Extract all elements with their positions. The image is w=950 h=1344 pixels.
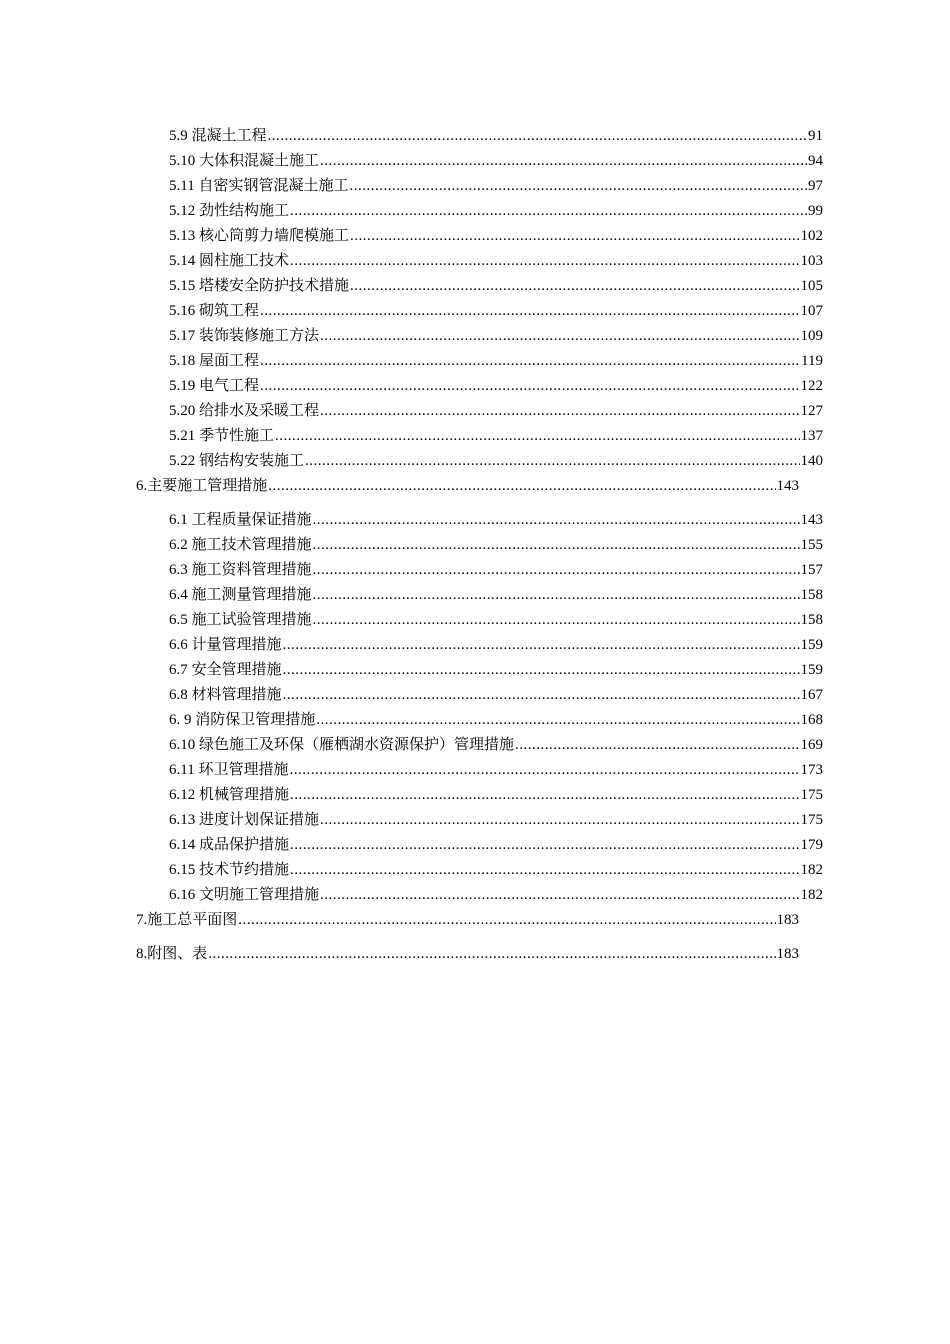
toc-subsection-entry[interactable] bbox=[169, 326, 823, 346]
toc-dot-leader bbox=[283, 660, 800, 680]
toc-subsection-entry[interactable] bbox=[169, 860, 823, 880]
toc-entry-title: 5.9 混凝土工程 bbox=[169, 128, 267, 144]
toc-entry-title: 5.20 给排水及采暖工程 bbox=[169, 403, 320, 419]
toc-subsection-entry[interactable] bbox=[169, 535, 823, 555]
toc-subsection-entry[interactable] bbox=[169, 660, 823, 680]
toc-page-number: 137 bbox=[800, 428, 823, 444]
toc-subsection-entry[interactable] bbox=[169, 685, 823, 705]
toc-page-number: 182 bbox=[800, 862, 823, 878]
toc-subsection-entry[interactable] bbox=[169, 635, 823, 655]
toc-entry-title: 5.10 大体积混凝土施工 bbox=[169, 153, 320, 169]
toc-entry-title: 5.13 核心筒剪力墙爬模施工 bbox=[169, 228, 350, 244]
toc-dot-leader bbox=[268, 476, 775, 496]
toc-page-number: 127 bbox=[800, 403, 823, 419]
toc-entry-title: 5.15 塔楼安全防护技术措施 bbox=[169, 278, 350, 294]
toc-dot-leader bbox=[260, 301, 799, 321]
toc-subsection-entry[interactable] bbox=[169, 835, 823, 855]
toc-page-number: 103 bbox=[800, 253, 823, 269]
toc-section-entry[interactable] bbox=[136, 476, 799, 496]
toc-dot-leader bbox=[515, 735, 799, 755]
toc-dot-leader bbox=[313, 610, 800, 630]
toc-subsection-entry[interactable] bbox=[169, 560, 823, 580]
toc-entry-title: 6.10 绿色施工及环保（雁栖湖水资源保护）管理措施 bbox=[169, 737, 515, 753]
toc-dot-leader bbox=[350, 276, 799, 296]
toc-subsection-entry[interactable] bbox=[169, 810, 823, 830]
toc-dot-leader bbox=[313, 585, 800, 605]
toc-entry-title: 6.2 施工技术管理措施 bbox=[169, 537, 312, 553]
toc-dot-leader bbox=[313, 535, 800, 555]
toc-entry-title: 6. 9 消防保卫管理措施 bbox=[169, 712, 316, 728]
toc-dot-leader bbox=[283, 635, 800, 655]
toc-subsection-entry[interactable] bbox=[169, 760, 823, 780]
toc-subsection-entry[interactable] bbox=[169, 585, 823, 605]
toc-page-number: 143 bbox=[776, 478, 799, 494]
toc-entry-title: 5.14 圆柱施工技术 bbox=[169, 253, 290, 269]
toc-page-number: 168 bbox=[800, 712, 823, 728]
toc-dot-leader bbox=[268, 126, 807, 146]
toc-subsection-entry[interactable] bbox=[169, 251, 823, 271]
toc-dot-leader bbox=[320, 810, 799, 830]
toc-subsection-entry[interactable] bbox=[169, 426, 823, 446]
toc-page-number: 107 bbox=[800, 303, 823, 319]
toc-page-number: 159 bbox=[800, 637, 823, 653]
toc-entry-title: 6.主要施工管理措施 bbox=[136, 478, 268, 494]
toc-entry-title: 5.12 劲性结构施工 bbox=[169, 203, 290, 219]
toc-entry-title: 6.11 环卫管理措施 bbox=[169, 762, 289, 778]
toc-dot-leader bbox=[283, 685, 800, 705]
toc-page-number: 97 bbox=[808, 178, 823, 194]
toc-page-number: 183 bbox=[776, 912, 799, 928]
toc-dot-leader bbox=[289, 760, 799, 780]
toc-entry-title: 6.12 机械管理措施 bbox=[169, 787, 290, 803]
toc-page-number: 105 bbox=[800, 278, 823, 294]
toc-entry-title: 5.19 电气工程 bbox=[169, 378, 260, 394]
toc-dot-leader bbox=[290, 201, 807, 221]
toc-page-number: 158 bbox=[800, 587, 823, 603]
toc-dot-leader bbox=[275, 426, 799, 446]
toc-dot-leader bbox=[350, 226, 799, 246]
toc-page-number: 119 bbox=[801, 353, 823, 369]
toc-dot-leader bbox=[260, 376, 799, 396]
toc-dot-leader bbox=[290, 835, 799, 855]
toc-entry-title: 5.22 钢结构安装施工 bbox=[169, 453, 305, 469]
toc-entry-title: 5.17 装饰装修施工方法 bbox=[169, 328, 320, 344]
toc-subsection-entry[interactable] bbox=[169, 510, 823, 530]
toc-dot-leader bbox=[313, 510, 800, 530]
toc-entry-title: 6.1 工程质量保证措施 bbox=[169, 512, 312, 528]
toc-subsection-entry[interactable] bbox=[169, 785, 823, 805]
toc-page-number: 158 bbox=[800, 612, 823, 628]
toc-dot-leader bbox=[290, 785, 799, 805]
toc-dot-leader bbox=[290, 251, 799, 271]
toc-page-number: 155 bbox=[800, 537, 823, 553]
toc-page-number: 109 bbox=[800, 328, 823, 344]
toc-page-number: 173 bbox=[800, 762, 823, 778]
toc-page-number: 94 bbox=[808, 153, 823, 169]
toc-entry-title: 6.6 计量管理措施 bbox=[169, 637, 282, 653]
toc-entry-title: 5.16 砌筑工程 bbox=[169, 303, 260, 319]
toc-subsection-entry[interactable] bbox=[169, 351, 823, 371]
toc-dot-leader bbox=[320, 326, 799, 346]
toc-page-number: 91 bbox=[808, 128, 823, 144]
toc-entry-title: 6.13 进度计划保证措施 bbox=[169, 812, 320, 828]
toc-entry-title: 6.5 施工试验管理措施 bbox=[169, 612, 312, 628]
toc-entry-title: 8.附图、表 bbox=[136, 946, 208, 962]
toc-page-number: 169 bbox=[800, 737, 823, 753]
toc-entry-title: 6.3 施工资料管理措施 bbox=[169, 562, 312, 578]
toc-page-number: 182 bbox=[800, 887, 823, 903]
toc-page-number: 167 bbox=[800, 687, 823, 703]
toc-subsection-entry[interactable] bbox=[169, 151, 823, 171]
toc-dot-leader bbox=[290, 860, 799, 880]
toc-dot-leader bbox=[320, 401, 799, 421]
toc-page-number: 122 bbox=[800, 378, 823, 394]
toc-subsection-entry[interactable] bbox=[169, 376, 823, 396]
toc-subsection-entry[interactable] bbox=[169, 276, 823, 296]
toc-entry-title: 6.15 技术节约措施 bbox=[169, 862, 290, 878]
toc-subsection-entry[interactable] bbox=[169, 401, 823, 421]
toc-dot-leader bbox=[238, 910, 775, 930]
toc-subsection-entry[interactable] bbox=[169, 176, 823, 196]
toc-page-number: 140 bbox=[800, 453, 823, 469]
toc-entry-title: 6.16 文明施工管理措施 bbox=[169, 887, 320, 903]
toc-entry-title: 6.8 材料管理措施 bbox=[169, 687, 282, 703]
toc-subsection-entry[interactable] bbox=[169, 885, 823, 905]
toc-entry-title: 5.11 自密实钢管混凝土施工 bbox=[169, 178, 349, 194]
toc-section-entry[interactable] bbox=[136, 910, 799, 930]
toc-entry-title: 5.18 屋面工程 bbox=[169, 353, 260, 369]
toc-subsection-entry[interactable] bbox=[169, 610, 823, 630]
toc-entry-title: 6.14 成品保护措施 bbox=[169, 837, 290, 853]
toc-subsection-entry[interactable] bbox=[169, 735, 823, 755]
toc-dot-leader bbox=[349, 176, 807, 196]
toc-dot-leader bbox=[305, 451, 799, 471]
toc-subsection-entry[interactable] bbox=[169, 226, 823, 246]
toc-dot-leader bbox=[208, 944, 775, 964]
toc-page-number: 183 bbox=[776, 946, 799, 962]
toc-page-number: 99 bbox=[808, 203, 823, 219]
toc-dot-leader bbox=[316, 710, 799, 730]
toc-dot-leader bbox=[320, 151, 807, 171]
toc-entry-title: 7.施工总平面图 bbox=[136, 912, 238, 928]
toc-subsection-entry[interactable] bbox=[169, 201, 823, 221]
toc-page-number: 143 bbox=[800, 512, 823, 528]
toc-page-number: 179 bbox=[800, 837, 823, 853]
toc-page-number: 175 bbox=[800, 787, 823, 803]
toc-page-number: 157 bbox=[800, 562, 823, 578]
toc-dot-leader bbox=[320, 885, 799, 905]
toc-page-number: 102 bbox=[800, 228, 823, 244]
toc-entry-title: 6.7 安全管理措施 bbox=[169, 662, 282, 678]
toc-dot-leader bbox=[260, 351, 800, 371]
toc-subsection-entry[interactable] bbox=[169, 126, 823, 146]
toc-page-number: 159 bbox=[800, 662, 823, 678]
toc-section-entry[interactable] bbox=[136, 944, 799, 964]
toc-subsection-entry[interactable] bbox=[169, 710, 823, 730]
toc-entry-title: 6.4 施工测量管理措施 bbox=[169, 587, 312, 603]
toc-subsection-entry[interactable] bbox=[169, 451, 823, 471]
toc-page-number: 175 bbox=[800, 812, 823, 828]
toc-dot-leader bbox=[313, 560, 800, 580]
toc-subsection-entry[interactable] bbox=[169, 301, 823, 321]
toc-entry-title: 5.21 季节性施工 bbox=[169, 428, 275, 444]
